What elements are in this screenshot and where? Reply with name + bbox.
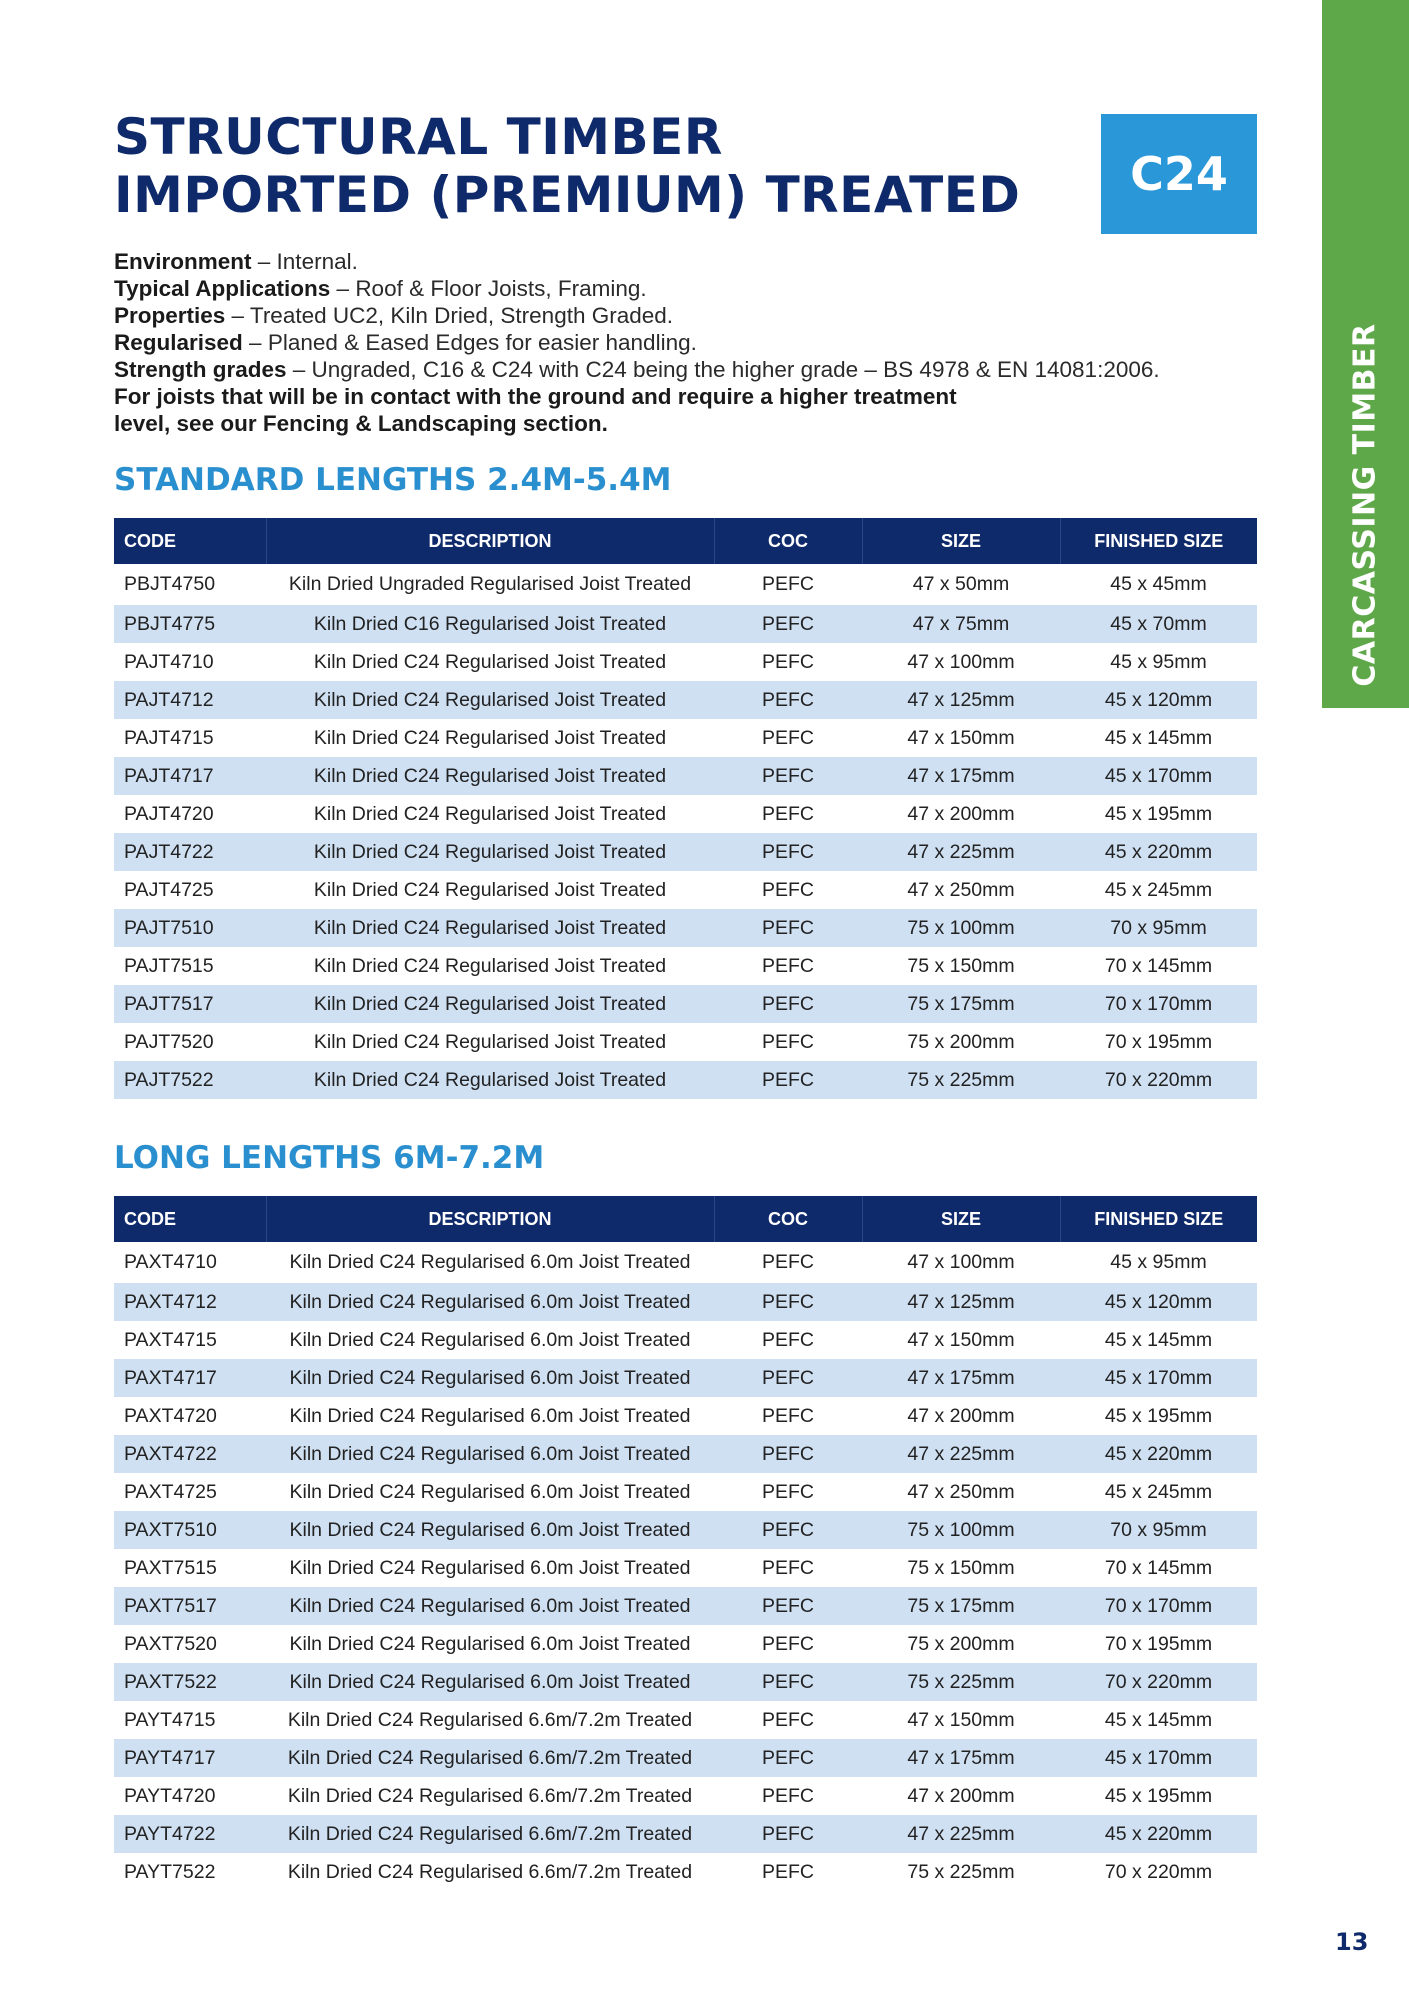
title-line-2: IMPORTED (PREMIUM) TREATED bbox=[114, 166, 1021, 224]
grade-badge: C24 bbox=[1101, 114, 1257, 234]
cell-description: Kiln Dried C24 Regularised 6.0m Joist Treated bbox=[289, 1404, 691, 1427]
cell-coc: PEFC bbox=[714, 1663, 862, 1701]
cell-coc: PEFC bbox=[761, 1251, 814, 1273]
table-row bbox=[114, 1061, 1257, 1099]
cell-size: 47 x 175mm bbox=[862, 757, 1060, 795]
intro-environment bbox=[114, 248, 1234, 275]
cell-description: Kiln Dried C24 Regularised 6.0m Joist Treated bbox=[266, 1663, 714, 1701]
cell-code: PAXT7515 bbox=[124, 1556, 217, 1579]
cell-coc: PEFC bbox=[714, 1511, 862, 1549]
table-row bbox=[114, 871, 1257, 909]
cell-coc: PEFC bbox=[714, 909, 862, 947]
page-number: 13 bbox=[1335, 1928, 1369, 1956]
cell-finished-size: 45 x 170mm bbox=[1060, 1359, 1257, 1397]
table-row bbox=[114, 1283, 1257, 1321]
cell-size: 47 x 175mm bbox=[862, 1739, 1060, 1777]
intro-text: – Planed & Eased Edges for easier handling. bbox=[242, 330, 697, 355]
cell-finished-size: 45 x 195mm bbox=[1104, 1784, 1213, 1807]
cell-coc: PEFC bbox=[714, 1739, 862, 1777]
column-header-coc: COC bbox=[714, 1196, 862, 1242]
cell-description: Kiln Dried Ungraded Regularised Joist Treated bbox=[288, 573, 692, 595]
column-header-size: SIZE bbox=[862, 1196, 1060, 1242]
cell-size: 47 x 200mm bbox=[907, 1784, 1015, 1807]
column-header-description: DESCRIPTION bbox=[266, 518, 714, 564]
table-row bbox=[114, 795, 1257, 833]
cell-size: 75 x 150mm bbox=[907, 954, 1015, 977]
cell-finished-size: 70 x 95mm bbox=[1060, 1511, 1257, 1549]
cell-coc: PEFC bbox=[761, 1480, 814, 1503]
cell-code: PAYT4717 bbox=[114, 1739, 266, 1777]
cell-finished-size: 70 x 195mm bbox=[1104, 1632, 1213, 1655]
cell-code: PAXT7522 bbox=[114, 1663, 266, 1701]
cell-coc: PEFC bbox=[761, 573, 814, 595]
table-row bbox=[114, 681, 1257, 719]
cell-code: PAJT7510 bbox=[114, 909, 266, 947]
cell-description: Kiln Dried C24 Regularised 6.0m Joist Treated bbox=[266, 1587, 714, 1625]
intro-text: – Internal. bbox=[251, 249, 358, 274]
standard-lengths-title: STANDARD LENGTHS 2.4M-5.4M bbox=[114, 462, 672, 498]
cell-coc: PEFC bbox=[761, 1708, 814, 1731]
cell-description: Kiln Dried C24 Regularised Joist Treated bbox=[313, 878, 667, 901]
table-header-row bbox=[114, 1196, 1257, 1242]
cell-coc: PEFC bbox=[714, 1815, 862, 1853]
long-lengths-title: LONG LENGTHS 6M-7.2M bbox=[114, 1140, 545, 1176]
cell-description: Kiln Dried C24 Regularised Joist Treated bbox=[266, 909, 714, 947]
cell-description: Kiln Dried C24 Regularised Joist Treated bbox=[313, 802, 667, 825]
intro-label: Regularised bbox=[114, 330, 243, 355]
cell-code: PAJT7522 bbox=[114, 1061, 266, 1099]
cell-description: Kiln Dried C24 Regularised Joist Treated bbox=[266, 757, 714, 795]
cell-code: PAJT4712 bbox=[114, 681, 266, 719]
cell-coc: PEFC bbox=[761, 878, 814, 901]
intro-text: – Roof & Floor Joists, Framing. bbox=[330, 276, 647, 301]
cell-code: PBJT4775 bbox=[114, 605, 266, 643]
cell-code: PAJT4720 bbox=[124, 802, 214, 825]
cell-code: PAJT7517 bbox=[114, 985, 266, 1023]
cell-finished-size: 70 x 95mm bbox=[1060, 909, 1257, 947]
table-row bbox=[114, 833, 1257, 871]
table-row bbox=[114, 757, 1257, 795]
cell-size: 47 x 100mm bbox=[907, 1251, 1015, 1273]
cell-description: Kiln Dried C24 Regularised 6.0m Joist Treated bbox=[266, 1283, 714, 1321]
cell-code: PAYT4720 bbox=[124, 1784, 216, 1807]
cell-finished-size: 45 x 170mm bbox=[1060, 1739, 1257, 1777]
cell-finished-size: 70 x 220mm bbox=[1104, 1860, 1213, 1883]
cell-size: 47 x 200mm bbox=[907, 802, 1015, 825]
side-tab-label: CARCASSING TIMBER bbox=[1347, 323, 1383, 687]
cell-coc: PEFC bbox=[761, 1632, 814, 1655]
cell-description: Kiln Dried C24 Regularised Joist Treated bbox=[313, 726, 667, 749]
table-row bbox=[114, 1435, 1257, 1473]
cell-description: Kiln Dried C24 Regularised 6.0m Joist Treated bbox=[266, 1435, 714, 1473]
cell-description: Kiln Dried C24 Regularised 6.0m Joist Treated bbox=[289, 1251, 691, 1273]
cell-coc: PEFC bbox=[714, 1359, 862, 1397]
cell-coc: PEFC bbox=[714, 681, 862, 719]
cell-finished-size: 70 x 170mm bbox=[1060, 985, 1257, 1023]
table-row bbox=[114, 643, 1257, 681]
table-row bbox=[114, 947, 1257, 985]
cell-code: PAXT7517 bbox=[114, 1587, 266, 1625]
cell-description: Kiln Dried C24 Regularised 6.6m/7.2m Treated bbox=[266, 1739, 714, 1777]
cell-code: PAJT7515 bbox=[124, 954, 214, 977]
cell-size: 75 x 175mm bbox=[862, 1587, 1060, 1625]
table-row bbox=[114, 1359, 1257, 1397]
title-line-1: STRUCTURAL TIMBER bbox=[114, 108, 723, 166]
cell-code: PAJT4722 bbox=[114, 833, 266, 871]
cell-code: PAXT7520 bbox=[124, 1632, 217, 1655]
standard-lengths-body bbox=[114, 564, 1257, 1099]
cell-description: Kiln Dried C24 Regularised 6.0m Joist Treated bbox=[266, 1511, 714, 1549]
cell-finished-size: 45 x 145mm bbox=[1104, 1708, 1213, 1731]
table-row bbox=[114, 1587, 1257, 1625]
column-header-description: DESCRIPTION bbox=[266, 1196, 714, 1242]
cell-coc: PEFC bbox=[761, 802, 814, 825]
cell-finished-size: 45 x 195mm bbox=[1104, 1404, 1213, 1427]
cell-coc: PEFC bbox=[761, 1030, 814, 1053]
cell-coc: PEFC bbox=[761, 1784, 814, 1807]
cell-size: 75 x 225mm bbox=[862, 1061, 1060, 1099]
cell-coc: PEFC bbox=[714, 985, 862, 1023]
table-row bbox=[114, 564, 1257, 605]
table-row bbox=[114, 1853, 1257, 1891]
ground-contact-note-line-1: For joists that will be in contact with the ground and require a higher treatment bbox=[114, 384, 957, 409]
column-header-code: CODE bbox=[114, 1196, 266, 1242]
cell-description: Kiln Dried C24 Regularised Joist Treated bbox=[266, 681, 714, 719]
column-header-coc: COC bbox=[714, 518, 862, 564]
table-row bbox=[114, 1663, 1257, 1701]
column-header-code: CODE bbox=[114, 518, 266, 564]
cell-code: PAXT4710 bbox=[124, 1251, 217, 1273]
cell-code: PAJT4710 bbox=[124, 650, 214, 673]
cell-finished-size: 45 x 70mm bbox=[1060, 605, 1257, 643]
cell-size: 75 x 225mm bbox=[862, 1663, 1060, 1701]
cell-size: 47 x 225mm bbox=[862, 1435, 1060, 1473]
table-row bbox=[114, 1777, 1257, 1815]
table-row bbox=[114, 719, 1257, 757]
cell-coc: PEFC bbox=[714, 833, 862, 871]
cell-code: PAJT7520 bbox=[124, 1030, 214, 1053]
cell-size: 75 x 200mm bbox=[907, 1632, 1015, 1655]
intro-label: Environment bbox=[114, 249, 252, 274]
cell-finished-size: 70 x 145mm bbox=[1104, 954, 1213, 977]
cell-description: Kiln Dried C24 Regularised Joist Treated bbox=[266, 833, 714, 871]
cell-size: 47 x 125mm bbox=[862, 681, 1060, 719]
intro-block bbox=[114, 248, 1234, 437]
cell-code: PAXT4720 bbox=[124, 1404, 217, 1427]
intro-text: – Ungraded, C16 & C24 with C24 being the higher grade – BS 4978 & EN 14081:2006. bbox=[286, 357, 1160, 382]
cell-finished-size: 45 x 220mm bbox=[1060, 833, 1257, 871]
cell-code: PAXT4712 bbox=[114, 1283, 266, 1321]
cell-code: PAXT4717 bbox=[114, 1359, 266, 1397]
cell-code: PAJT4717 bbox=[114, 757, 266, 795]
cell-coc: PEFC bbox=[714, 1283, 862, 1321]
cell-coc: PEFC bbox=[714, 1587, 862, 1625]
table-row bbox=[114, 1321, 1257, 1359]
table-row bbox=[114, 1625, 1257, 1663]
cell-size: 47 x 250mm bbox=[907, 1480, 1015, 1503]
intro-label: Typical Applications bbox=[114, 276, 331, 301]
cell-code: PAXT4722 bbox=[114, 1435, 266, 1473]
cell-coc: PEFC bbox=[761, 650, 814, 673]
table-row bbox=[114, 1473, 1257, 1511]
cell-finished-size: 45 x 245mm bbox=[1104, 1480, 1213, 1503]
table-row bbox=[114, 1242, 1257, 1283]
column-header-finished-size: FINISHED SIZE bbox=[1060, 518, 1257, 564]
cell-size: 75 x 150mm bbox=[907, 1556, 1015, 1579]
intro-applications bbox=[114, 275, 1234, 302]
cell-description: Kiln Dried C24 Regularised Joist Treated bbox=[313, 1030, 667, 1053]
cell-size: 47 x 150mm bbox=[907, 1328, 1015, 1351]
intro-regularised bbox=[114, 329, 1234, 356]
cell-coc: PEFC bbox=[714, 1061, 862, 1099]
intro-properties bbox=[114, 302, 1234, 329]
cell-code: PAXT4725 bbox=[124, 1480, 217, 1503]
cell-code: PAYT7522 bbox=[124, 1860, 216, 1883]
cell-code: PAJT4715 bbox=[124, 726, 214, 749]
cell-description: Kiln Dried C24 Regularised Joist Treated bbox=[313, 954, 667, 977]
cell-finished-size: 45 x 170mm bbox=[1060, 757, 1257, 795]
cell-code: PAYT4722 bbox=[114, 1815, 266, 1853]
cell-size: 75 x 200mm bbox=[907, 1030, 1015, 1053]
cell-description: Kiln Dried C24 Regularised 6.0m Joist Treated bbox=[289, 1632, 691, 1655]
cell-finished-size: 45 x 120mm bbox=[1060, 681, 1257, 719]
column-header-size: SIZE bbox=[862, 518, 1060, 564]
cell-description: Kiln Dried C24 Regularised Joist Treated bbox=[313, 650, 667, 673]
cell-size: 47 x 125mm bbox=[862, 1283, 1060, 1321]
cell-finished-size: 45 x 95mm bbox=[1110, 1251, 1207, 1273]
cell-size: 47 x 50mm bbox=[912, 573, 1010, 595]
cell-code: PAXT7510 bbox=[114, 1511, 266, 1549]
cell-coc: PEFC bbox=[761, 1328, 814, 1351]
cell-description: Kiln Dried C24 Regularised 6.0m Joist Treated bbox=[289, 1480, 691, 1503]
cell-code: PAXT4715 bbox=[124, 1328, 217, 1351]
cell-size: 47 x 225mm bbox=[862, 833, 1060, 871]
cell-description: Kiln Dried C24 Regularised 6.0m Joist Treated bbox=[289, 1556, 691, 1579]
cell-finished-size: 70 x 195mm bbox=[1104, 1030, 1213, 1053]
cell-finished-size: 45 x 145mm bbox=[1104, 726, 1213, 749]
column-header-finished-size: FINISHED SIZE bbox=[1060, 1196, 1257, 1242]
cell-finished-size: 45 x 95mm bbox=[1110, 650, 1207, 673]
intro-label: Properties bbox=[114, 303, 226, 328]
long-lengths-table bbox=[114, 1196, 1257, 1891]
cell-description: Kiln Dried C16 Regularised Joist Treated bbox=[266, 605, 714, 643]
cell-coc: PEFC bbox=[761, 726, 814, 749]
table-row bbox=[114, 1511, 1257, 1549]
standard-lengths-table bbox=[114, 518, 1257, 1099]
table-header-row bbox=[114, 518, 1257, 564]
cell-description: Kiln Dried C24 Regularised 6.0m Joist Treated bbox=[289, 1328, 691, 1351]
cell-description: Kiln Dried C24 Regularised 6.0m Joist Treated bbox=[266, 1359, 714, 1397]
table-row bbox=[114, 1397, 1257, 1435]
table-row bbox=[114, 909, 1257, 947]
cell-size: 47 x 75mm bbox=[862, 605, 1060, 643]
cell-finished-size: 70 x 220mm bbox=[1060, 1663, 1257, 1701]
long-lengths-body bbox=[114, 1242, 1257, 1891]
cell-size: 47 x 250mm bbox=[907, 878, 1015, 901]
cell-size: 47 x 150mm bbox=[907, 1708, 1015, 1731]
cell-finished-size: 45 x 220mm bbox=[1060, 1435, 1257, 1473]
cell-code: PBJT4750 bbox=[124, 573, 216, 595]
table-row bbox=[114, 1701, 1257, 1739]
cell-coc: PEFC bbox=[761, 1556, 814, 1579]
cell-coc: PEFC bbox=[761, 1860, 814, 1883]
table-row bbox=[114, 605, 1257, 643]
cell-size: 75 x 225mm bbox=[907, 1860, 1015, 1883]
ground-contact-note-line-2: level, see our Fencing & Landscaping section. bbox=[114, 411, 608, 436]
cell-description: Kiln Dried C24 Regularised 6.6m/7.2m Treated bbox=[287, 1708, 693, 1731]
cell-finished-size: 45 x 245mm bbox=[1104, 878, 1213, 901]
intro-label: Strength grades bbox=[114, 357, 287, 382]
cell-coc: PEFC bbox=[714, 757, 862, 795]
cell-code: PAJT4725 bbox=[124, 878, 214, 901]
cell-size: 47 x 200mm bbox=[907, 1404, 1015, 1427]
cell-size: 47 x 175mm bbox=[862, 1359, 1060, 1397]
cell-coc: PEFC bbox=[761, 954, 814, 977]
page-title bbox=[114, 108, 1020, 224]
cell-code: PAYT4715 bbox=[124, 1708, 216, 1731]
intro-text: – Treated UC2, Kiln Dried, Strength Graded. bbox=[225, 303, 674, 328]
cell-finished-size: 45 x 145mm bbox=[1104, 1328, 1213, 1351]
cell-coc: PEFC bbox=[761, 1404, 814, 1427]
cell-coc: PEFC bbox=[714, 1435, 862, 1473]
cell-finished-size: 45 x 220mm bbox=[1060, 1815, 1257, 1853]
cell-size: 47 x 150mm bbox=[907, 726, 1015, 749]
cell-size: 75 x 175mm bbox=[862, 985, 1060, 1023]
cell-description: Kiln Dried C24 Regularised 6.6m/7.2m Treated bbox=[266, 1815, 714, 1853]
cell-size: 47 x 225mm bbox=[862, 1815, 1060, 1853]
cell-description: Kiln Dried C24 Regularised 6.6m/7.2m Treated bbox=[287, 1860, 693, 1883]
table-row bbox=[114, 1815, 1257, 1853]
cell-coc: PEFC bbox=[714, 605, 862, 643]
table-row bbox=[114, 985, 1257, 1023]
table-row bbox=[114, 1549, 1257, 1587]
cell-size: 75 x 100mm bbox=[862, 909, 1060, 947]
cell-finished-size: 45 x 45mm bbox=[1110, 573, 1207, 595]
cell-description: Kiln Dried C24 Regularised Joist Treated bbox=[266, 1061, 714, 1099]
cell-finished-size: 70 x 220mm bbox=[1060, 1061, 1257, 1099]
cell-size: 75 x 100mm bbox=[862, 1511, 1060, 1549]
intro-strength-grades bbox=[114, 356, 1234, 383]
cell-description: Kiln Dried C24 Regularised Joist Treated bbox=[266, 985, 714, 1023]
table-row bbox=[114, 1739, 1257, 1777]
cell-finished-size: 45 x 195mm bbox=[1104, 802, 1213, 825]
cell-finished-size: 70 x 145mm bbox=[1104, 1556, 1213, 1579]
cell-size: 47 x 100mm bbox=[907, 650, 1015, 673]
cell-finished-size: 45 x 120mm bbox=[1060, 1283, 1257, 1321]
table-row bbox=[114, 1023, 1257, 1061]
cell-description: Kiln Dried C24 Regularised 6.6m/7.2m Treated bbox=[287, 1784, 693, 1807]
cell-finished-size: 70 x 170mm bbox=[1060, 1587, 1257, 1625]
